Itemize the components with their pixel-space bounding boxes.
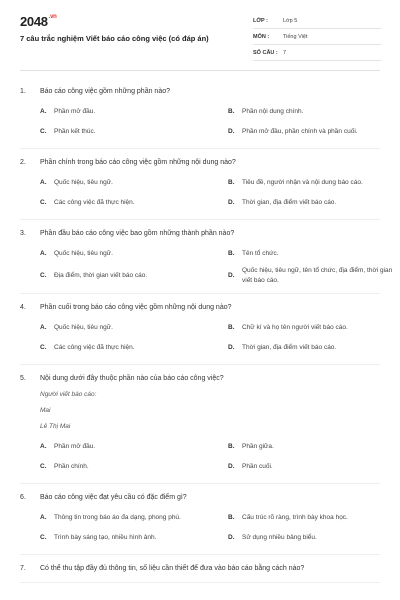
- meta-value: 7: [283, 50, 287, 56]
- option-letter: A.: [40, 443, 47, 451]
- option-text: Sử dụng nhiều bảng biểu.: [242, 534, 317, 542]
- question-item: [20, 86, 380, 149]
- option-text: Thông tin trong báo áo đa dạng, phong phú.: [54, 514, 181, 522]
- document-title: 7 câu trắc nghiệm Viết báo cáo công việc (có đáp án): [20, 34, 209, 43]
- answer-option[interactable]: [40, 195, 212, 211]
- question-text: Có thể thu tập đầy đủ thông tin, số liệu cần thiết để đưa vào báo cáo bằng cách nào?: [40, 565, 305, 572]
- question-text: Báo cáo công việc đạt yêu cầu có đặc điểm gì?: [40, 494, 187, 501]
- option-letter: B.: [228, 514, 235, 522]
- logo-text: 2048: [20, 14, 48, 29]
- question-number: 6.: [20, 494, 26, 501]
- answer-option[interactable]: [228, 459, 400, 475]
- question-item: [20, 492, 380, 555]
- answer-options: [40, 104, 380, 140]
- answer-option[interactable]: [228, 439, 400, 455]
- answer-option[interactable]: [228, 104, 400, 120]
- option-text: Cấu trúc rõ ràng, trình bày khoa học.: [242, 514, 348, 522]
- meta-label: LỚP :: [253, 18, 268, 24]
- site-logo[interactable]: [20, 14, 57, 29]
- logo-suffix: .vn: [48, 14, 57, 20]
- answer-option[interactable]: [40, 246, 212, 262]
- question-number: 2.: [20, 159, 26, 166]
- option-letter: D.: [228, 534, 235, 542]
- option-text: Thời gian, địa điểm viết báo cáo.: [242, 199, 337, 207]
- option-letter: C.: [40, 128, 47, 136]
- meta-row-subject: [253, 29, 381, 45]
- option-letter: D.: [228, 463, 235, 471]
- option-text: Phần chính.: [54, 463, 89, 471]
- answer-option[interactable]: [40, 510, 212, 526]
- answer-option[interactable]: [40, 124, 212, 140]
- answer-option[interactable]: [40, 266, 212, 285]
- meta-value: Lớp 5: [283, 18, 298, 24]
- answer-option[interactable]: [40, 175, 212, 191]
- answer-options: [40, 510, 380, 546]
- option-text: Phần cuối.: [242, 463, 273, 471]
- option-text: Các công việc đã thực hiện.: [54, 199, 135, 207]
- option-text: Phần mở đầu, phần chính và phần cuối.: [242, 128, 358, 136]
- option-letter: C.: [40, 271, 47, 279]
- option-text: Phần mở đầu.: [54, 108, 96, 116]
- question-line: [20, 86, 380, 97]
- question-list: [20, 78, 393, 583]
- option-letter: B.: [228, 250, 235, 258]
- option-text: Chữ kí và họ tên người viết báo cáo.: [242, 324, 348, 332]
- question-excerpt-line: Người viết báo cáo:: [40, 391, 97, 398]
- meta-label: MÔN :: [253, 34, 270, 40]
- meta-table: [253, 13, 381, 61]
- answer-options: [40, 320, 380, 356]
- option-letter: A.: [40, 108, 47, 116]
- option-text: Phần kết thúc.: [54, 128, 96, 136]
- answer-options: [40, 175, 380, 211]
- option-letter: A.: [40, 179, 47, 187]
- option-text: Tiêu đề, người nhận và nội dung báo cáo.: [242, 179, 363, 187]
- question-number: 5.: [20, 375, 26, 382]
- answer-option[interactable]: [40, 439, 212, 455]
- question-line: [20, 228, 380, 239]
- option-text: Phần giữa.: [242, 443, 274, 451]
- option-text: Trình bày sáng tạo, nhiều hình ảnh.: [54, 534, 157, 542]
- question-line: [20, 373, 380, 384]
- answer-option[interactable]: [40, 530, 212, 546]
- option-letter: B.: [228, 324, 235, 332]
- option-text: Phần nội dung chính.: [242, 108, 304, 116]
- question-text: Phần chính trong báo cáo công việc gồm những nội dung nào?: [40, 159, 236, 166]
- option-letter: C.: [40, 534, 47, 542]
- question-number: 4.: [20, 304, 26, 311]
- question-item: [20, 563, 380, 583]
- answer-option[interactable]: [40, 459, 212, 475]
- option-letter: A.: [40, 324, 47, 332]
- question-text: Báo cáo công việc gồm những phần nào?: [40, 88, 171, 95]
- question-item: [20, 157, 380, 220]
- question-line: [20, 563, 380, 574]
- question-line: [20, 492, 380, 503]
- option-letter: A.: [40, 514, 47, 522]
- header-divider: [20, 70, 380, 71]
- answer-option[interactable]: [228, 530, 400, 546]
- answer-option[interactable]: [228, 246, 400, 262]
- question-text: Nội dung dưới đây thuộc phần nào của báo cáo công việc?: [40, 375, 224, 382]
- meta-row-class: [253, 13, 381, 29]
- question-text: Phần đầu báo cáo công việc bao gồm những thành phần nào?: [40, 230, 235, 237]
- answer-option[interactable]: [40, 340, 212, 356]
- option-text: Quốc hiệu, tiêu ngữ.: [54, 324, 113, 332]
- question-text: Phần cuối trong báo cáo công việc gồm những nội dung nào?: [40, 304, 232, 311]
- answer-options: [40, 246, 393, 285]
- answer-option[interactable]: [228, 195, 400, 211]
- question-line: [20, 302, 380, 313]
- answer-option[interactable]: [228, 266, 400, 285]
- page-header: [0, 0, 400, 70]
- question-excerpt-line: Mai: [40, 407, 51, 414]
- answer-option[interactable]: [228, 510, 400, 526]
- option-text: Địa điểm, thời gian viết báo cáo.: [54, 271, 148, 279]
- option-letter: B.: [228, 179, 235, 187]
- option-letter: C.: [40, 463, 47, 471]
- question-number: 7.: [20, 565, 26, 572]
- option-letter: D.: [228, 344, 235, 352]
- answer-options: [40, 439, 380, 475]
- option-letter: D.: [228, 271, 235, 279]
- answer-option[interactable]: [228, 340, 400, 356]
- option-letter: D.: [228, 128, 235, 136]
- answer-option[interactable]: [228, 124, 400, 140]
- option-text: Quốc hiệu, tiêu ngữ, tên tổ chức, địa điểm, thời gian viết báo cáo.: [242, 267, 393, 284]
- option-text: Thời gian, địa điểm viết báo cáo.: [242, 344, 337, 352]
- meta-label: SỐ CÂU :: [253, 50, 278, 56]
- option-text: Phần mở đầu.: [54, 443, 96, 451]
- option-text: Các công việc đã thực hiện.: [54, 344, 135, 352]
- option-letter: D.: [228, 199, 235, 207]
- question-excerpt-line: Lê Thị Mai: [40, 423, 71, 430]
- question-item: [20, 228, 393, 294]
- option-letter: C.: [40, 344, 47, 352]
- option-letter: B.: [228, 108, 235, 116]
- question-item: [20, 302, 380, 365]
- option-letter: A.: [40, 250, 47, 258]
- option-letter: B.: [228, 443, 235, 451]
- question-number: 3.: [20, 230, 26, 237]
- answer-option[interactable]: [228, 175, 400, 191]
- option-letter: C.: [40, 199, 47, 207]
- meta-value: Tiếng Việt: [283, 34, 308, 40]
- option-text: Quốc hiệu, tiêu ngữ.: [54, 250, 113, 258]
- option-text: Tên tổ chức.: [242, 250, 279, 258]
- answer-option[interactable]: [40, 320, 212, 336]
- answer-option[interactable]: [40, 104, 212, 120]
- question-item: [20, 373, 380, 484]
- question-line: [20, 157, 380, 168]
- option-text: Quốc hiệu, tiêu ngữ.: [54, 179, 113, 187]
- answer-option[interactable]: [228, 320, 400, 336]
- question-number: 1.: [20, 88, 26, 95]
- meta-row-count: [253, 45, 381, 61]
